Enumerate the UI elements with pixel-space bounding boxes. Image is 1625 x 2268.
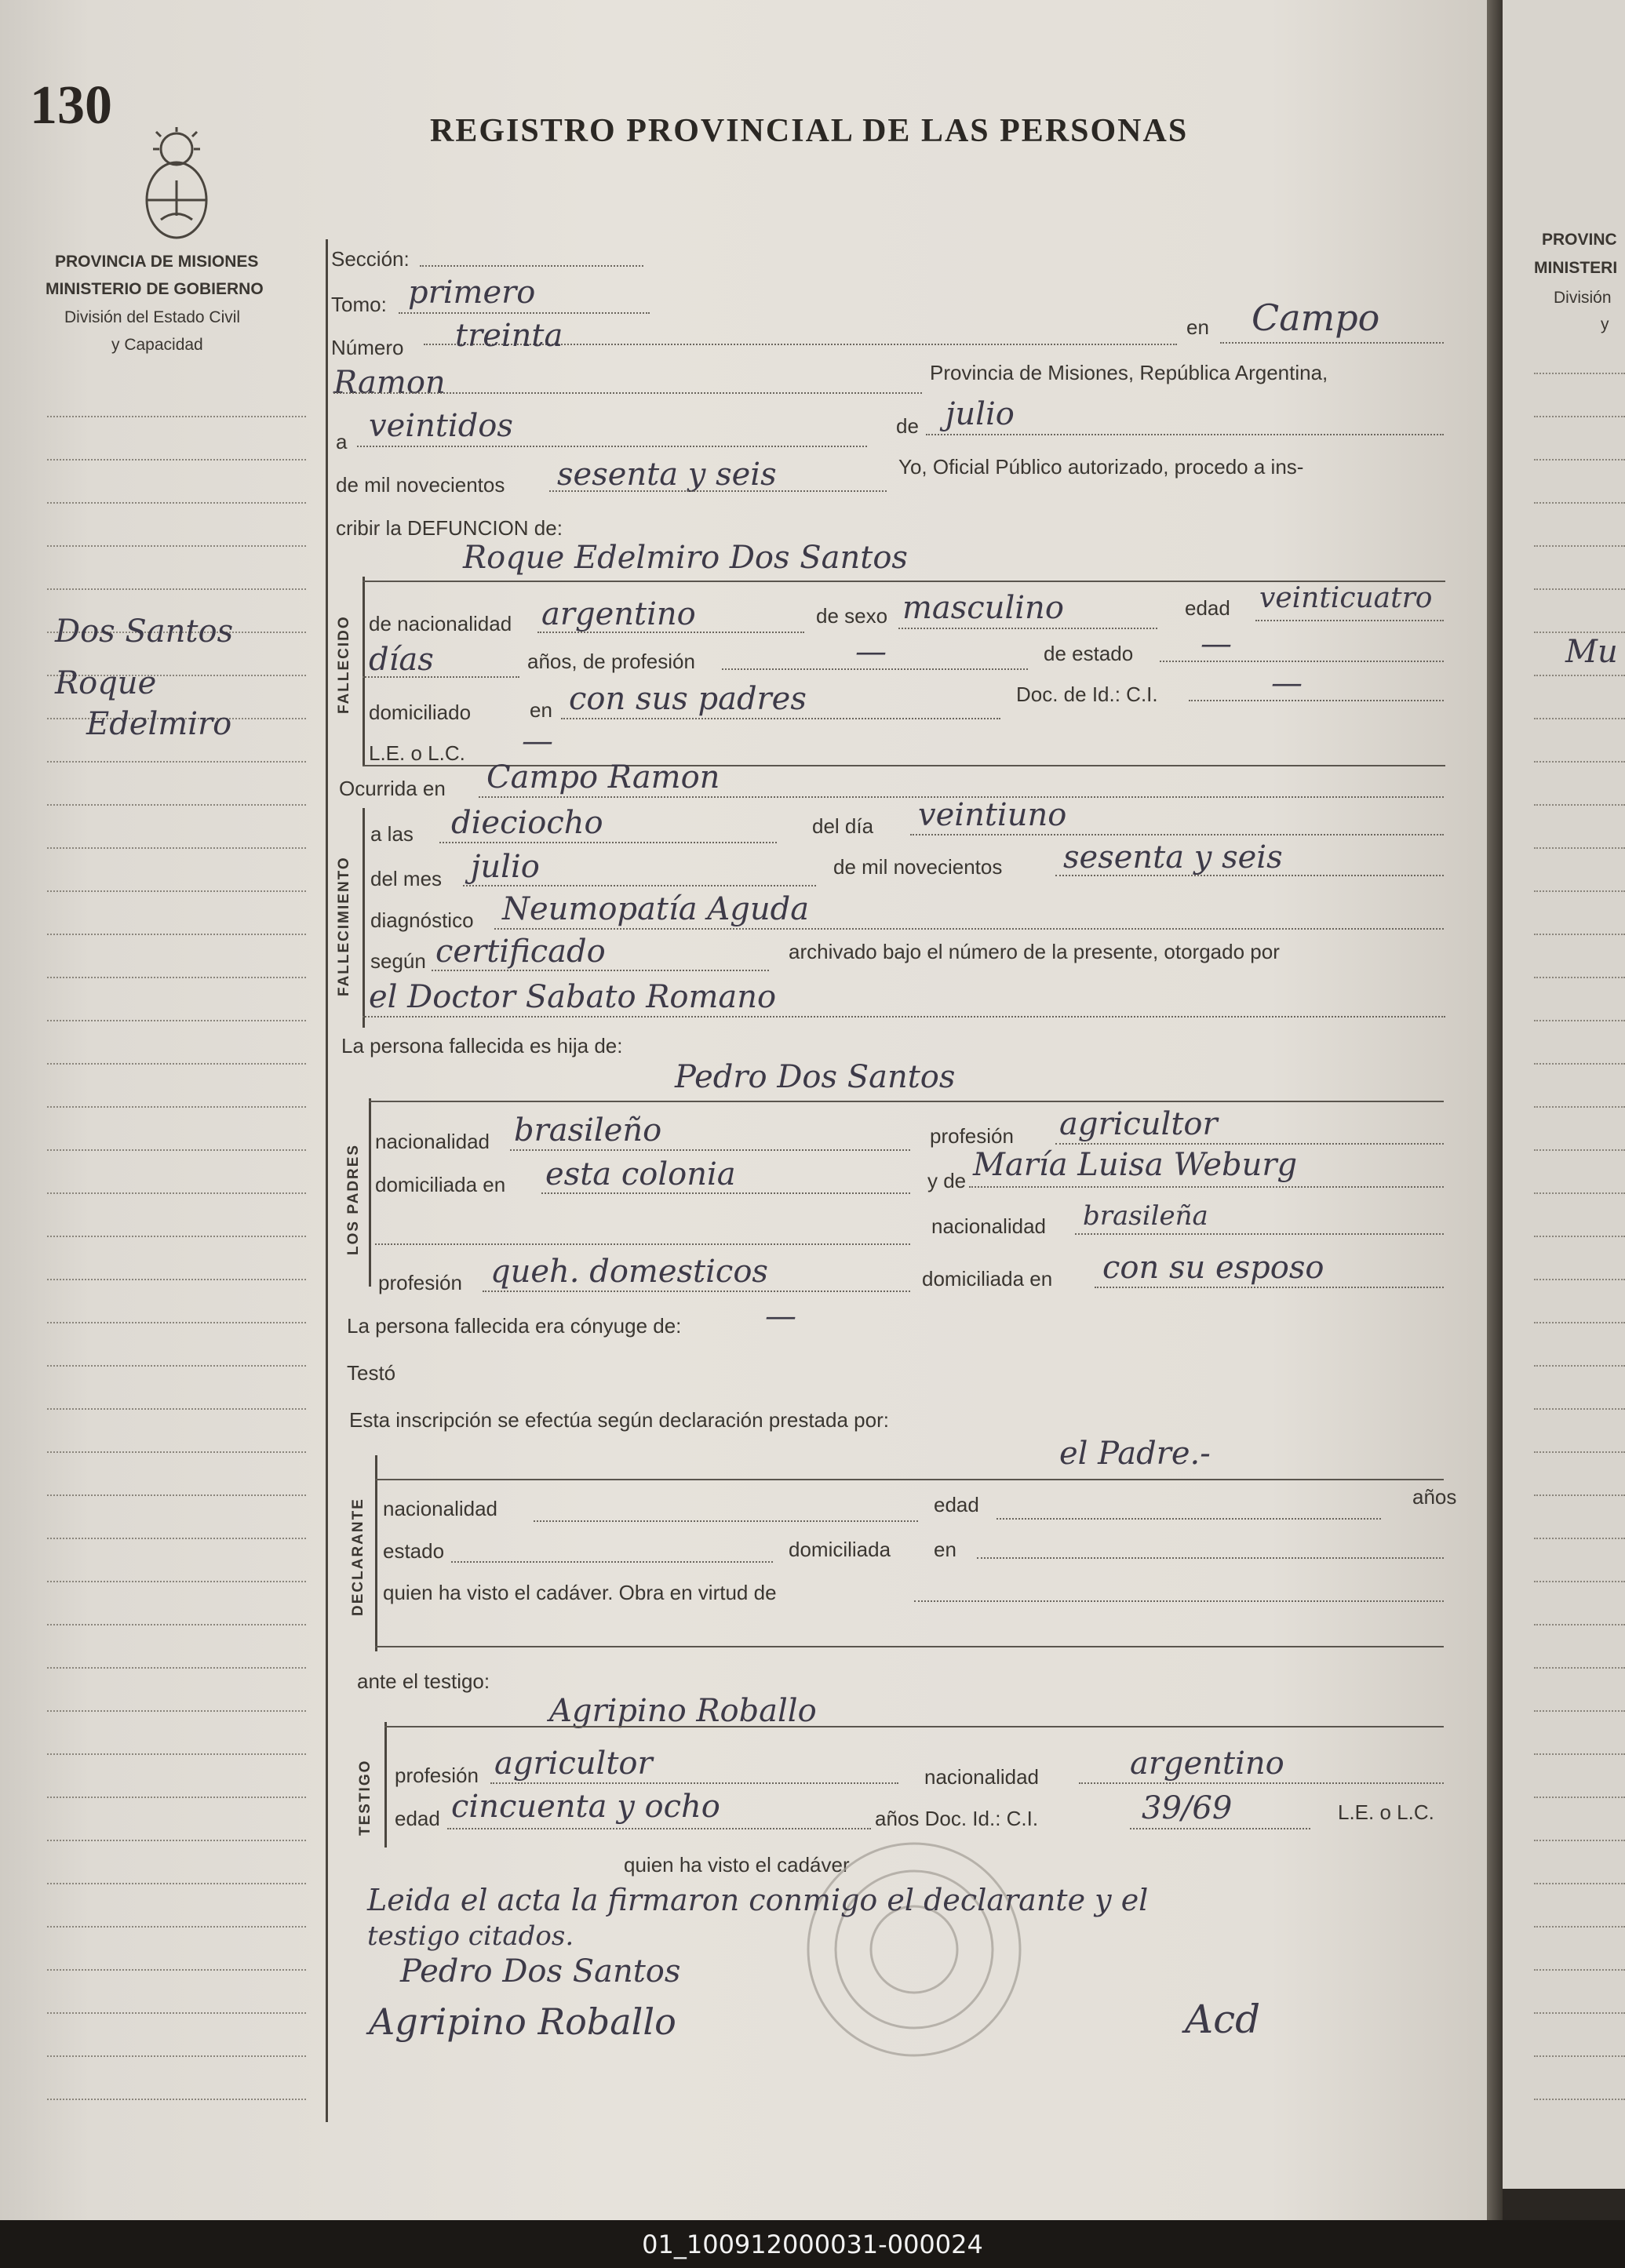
label-testigo-edad: edad — [395, 1807, 440, 1830]
closing-line-2: testigo citados. — [367, 1920, 574, 1952]
next-page-rule-line — [1534, 1969, 1625, 1971]
section-testigo: TESTIGO — [357, 1759, 373, 1836]
value-edad: veinticuatro — [1259, 582, 1433, 614]
margin-rule-line — [47, 2099, 306, 2100]
value-en: Campo — [1252, 297, 1380, 339]
label-anos-doc: años Doc. Id.: C.I. — [875, 1807, 1039, 1830]
label-quien-visto: quien ha visto el cadáver. Obra en virtud de — [383, 1581, 777, 1604]
label-ocurrida-en: Ocurrida en — [339, 777, 446, 800]
label-declaracion: Esta inscripción se efectúa según declaración prestada por: — [349, 1408, 889, 1432]
label-en-dom: en — [530, 698, 552, 722]
margin-firstname: Roque — [55, 665, 157, 701]
official-seal-stamp — [800, 1836, 1028, 2063]
margin-rule-line — [47, 1279, 306, 1280]
margin-rule-line — [47, 890, 306, 892]
next-page-rule-line — [1534, 847, 1625, 849]
next-header-4: y — [1601, 315, 1609, 333]
next-page-rule-line — [1534, 1451, 1625, 1453]
margin-rule-line — [47, 1365, 306, 1367]
margin-rule-line — [47, 2012, 306, 2014]
margin-rule-line — [47, 1624, 306, 1625]
label-provincia: Provincia de Misiones, República Argentina, — [930, 361, 1328, 384]
label-cribir: cribir la DEFUNCION de: — [336, 516, 563, 540]
label-conyuge: La persona fallecida era cónyuge de: — [347, 1314, 682, 1338]
label-segun: según — [370, 949, 426, 973]
value-anio: sesenta y seis — [1063, 839, 1283, 876]
label-decl-anos: años — [1412, 1485, 1457, 1509]
value-padre-profesion: agricultor — [1059, 1106, 1218, 1142]
label-de-nacionalidad: de nacionalidad — [369, 612, 512, 635]
column-divider — [326, 239, 328, 2122]
value-de-mil: sesenta y seis — [557, 457, 777, 493]
next-page-rule-line — [1534, 1236, 1625, 1237]
page-number: 130 — [30, 75, 112, 136]
section-declarante: DECLARANTE — [350, 1498, 366, 1616]
next-page-rule-line — [1534, 675, 1625, 676]
value-padre-domicilio: esta colonia — [545, 1156, 736, 1192]
label-diagnostico: diagnóstico — [370, 908, 474, 932]
next-page-rule-line — [1534, 804, 1625, 806]
next-page-rule-line — [1534, 934, 1625, 935]
label-archivado: archivado bajo el número de la presente, otorgado por — [789, 940, 1280, 963]
label-anos-profesion: años, de profesión — [527, 650, 695, 673]
label-numero: Número — [331, 336, 404, 359]
margin-rule-line — [47, 1494, 306, 1496]
margin-rule-line — [47, 1063, 306, 1065]
next-page-rule-line — [1534, 1581, 1625, 1582]
next-page-rule-line — [1534, 545, 1625, 547]
margin-rule-line — [47, 1710, 306, 1712]
label-a-las: a las — [370, 822, 414, 846]
margin-rule-line — [47, 1797, 306, 1798]
next-page-rule-line — [1534, 977, 1625, 978]
next-page-rule-line — [1534, 1408, 1625, 1410]
value-otorgado-por: el Doctor Sabato Romano — [369, 979, 777, 1015]
margin-rule-line — [47, 761, 306, 763]
margin-rule-line — [47, 934, 306, 935]
label-de-sexo: de sexo — [816, 604, 888, 628]
margin-rule-line — [47, 1926, 306, 1928]
section-los-padres: LOS PADRES — [345, 1143, 362, 1255]
label-a: a — [336, 430, 348, 453]
next-page-rule-line — [1534, 1883, 1625, 1884]
label-domiciliado: domiciliado — [369, 701, 472, 724]
next-header-2: MINISTERI — [1534, 259, 1618, 277]
label-tomo: Tomo: — [331, 293, 387, 316]
next-page-rule-line — [1534, 1753, 1625, 1755]
margin-rule-line — [47, 1753, 306, 1755]
margin-rule-line — [47, 1020, 306, 1021]
value-testigo-profesion: agricultor — [494, 1746, 653, 1782]
margin-rule-line — [47, 847, 306, 849]
value-conyuge: — — [765, 1298, 796, 1334]
next-page-rule-line — [1534, 1020, 1625, 1021]
value-testigo: Agripino Roballo — [549, 1693, 817, 1729]
next-page-rule-line — [1534, 1365, 1625, 1367]
next-page-rule-line — [1534, 1538, 1625, 1539]
margin-rule-line — [47, 1322, 306, 1323]
next-page-rule-line — [1534, 1926, 1625, 1928]
label-padre-nacionalidad: nacionalidad — [375, 1130, 490, 1153]
next-page-rule-line — [1534, 1322, 1625, 1323]
margin-rule-line — [47, 1106, 306, 1108]
value-doc-id: — — [1271, 665, 1303, 701]
margin-rule-line — [47, 1581, 306, 1582]
signature-father: Pedro Dos Santos — [400, 1953, 681, 1990]
coat-of-arms-seal — [129, 126, 224, 243]
label-en: en — [1186, 315, 1209, 339]
value-hora: dieciocho — [451, 805, 603, 841]
label-madre-domicilio: domiciliada en — [922, 1267, 1053, 1291]
value-diagnostico: Neumopatía Aguda — [502, 891, 810, 927]
label-le-lc: L.E. o L.C. — [369, 741, 465, 765]
margin-rule-line — [47, 459, 306, 461]
next-page-rule-line — [1534, 1063, 1625, 1065]
label-testigo-nacionalidad: nacionalidad — [924, 1765, 1040, 1789]
footer-bar — [0, 2220, 1625, 2268]
value-profesion: — — [855, 634, 887, 670]
margin-rule-line — [47, 545, 306, 547]
value-numero: treinta — [455, 318, 563, 354]
label-hija-de: La persona fallecida es hija de: — [341, 1034, 623, 1058]
margin-rule-line — [47, 1969, 306, 1971]
next-page-rule-line — [1534, 1710, 1625, 1712]
value-padre-nacionalidad: brasileño — [514, 1112, 662, 1149]
next-page-rule-line — [1534, 459, 1625, 461]
signature-official: Acd — [1185, 1997, 1261, 2042]
value-dia: veintiuno — [918, 797, 1067, 833]
value-sexo: masculino — [902, 590, 1064, 626]
margin-rule-line — [47, 2055, 306, 2057]
value-a-dia: veintidos — [369, 408, 513, 444]
next-margin-note: Mu — [1565, 634, 1618, 670]
margin-rule-line — [47, 1451, 306, 1453]
value-madre-nacionalidad: brasileña — [1083, 1200, 1208, 1232]
margin-rule-line — [47, 1236, 306, 1237]
next-page-rule-line — [1534, 632, 1625, 633]
next-page-rule-line — [1534, 890, 1625, 892]
next-page-rule-line — [1534, 2099, 1625, 2100]
value-nacionalidad: argentino — [541, 596, 696, 632]
label-decl-nacionalidad: nacionalidad — [383, 1497, 498, 1520]
value-le-lc: — — [522, 723, 553, 759]
label-le-lc2: L.E. o L.C. — [1338, 1800, 1434, 1824]
margin-rule-line — [47, 1667, 306, 1669]
next-page-rule-line — [1534, 502, 1625, 504]
next-page-rule-line — [1534, 761, 1625, 763]
next-page-rule-line — [1534, 1797, 1625, 1798]
section-fallecimiento: FALLECIMIENTO — [336, 856, 352, 996]
label-padre-profesion: profesión — [930, 1124, 1014, 1148]
next-page-rule-line — [1534, 2055, 1625, 2057]
value-ocurrida: Campo Ramon — [486, 759, 720, 795]
next-header-3: División — [1554, 289, 1612, 307]
value-testigo-nacionalidad: argentino — [1130, 1746, 1284, 1782]
next-page-rule-line — [1534, 1279, 1625, 1280]
header-province: PROVINCIA DE MISIONES — [55, 253, 259, 271]
next-page-rule-line — [1534, 1192, 1625, 1194]
label-testo: Testó — [347, 1361, 396, 1385]
margin-rule-line — [47, 1883, 306, 1884]
label-oficial: Yo, Oficial Público autorizado, procedo a ins- — [898, 455, 1304, 479]
margin-rule-line — [47, 804, 306, 806]
next-page-rule-line — [1534, 373, 1625, 374]
next-page-rule-line — [1534, 718, 1625, 719]
label-de: de — [896, 414, 919, 438]
value-dias: días — [369, 642, 434, 678]
label-madre-profesion: profesión — [378, 1271, 462, 1294]
signature-witness: Agripino Roballo — [369, 2000, 676, 2043]
label-de-mil: de mil novecientos — [336, 473, 505, 497]
label-del-dia: del día — [812, 814, 874, 838]
margin-rule-line — [47, 1192, 306, 1194]
next-page-rule-line — [1534, 1494, 1625, 1496]
label-edad: edad — [1185, 596, 1230, 620]
label-ante-testigo: ante el testigo: — [357, 1669, 490, 1693]
label-doc-id: Doc. de Id.: C.I. — [1016, 683, 1158, 706]
value-madre-profesion: queh. domesticos — [490, 1254, 768, 1290]
next-page-rule-line — [1534, 1840, 1625, 1841]
value-segun: certificado — [435, 934, 606, 970]
label-seccion: Sección: — [331, 247, 410, 271]
value-testigo-edad: cincuenta y ocho — [451, 1789, 720, 1825]
margin-rule-line — [47, 977, 306, 978]
margin-rule-line — [47, 1538, 306, 1539]
next-page-rule-line — [1534, 1667, 1625, 1669]
margin-rule-line — [47, 416, 306, 417]
value-domicilio: con sus padres — [569, 681, 807, 717]
value-de-mes: julio — [945, 396, 1015, 432]
footer-id: 01_100912000031-000024 — [642, 2230, 983, 2259]
next-page-rule-line — [1534, 1106, 1625, 1108]
next-page-rule-line — [1534, 2012, 1625, 2014]
value-estado: — — [1201, 626, 1232, 662]
label-decl-edad: edad — [934, 1493, 979, 1516]
value-testigo-ci: 39/69 — [1142, 1790, 1233, 1826]
label-padre-domicilio: domiciliada en — [375, 1173, 506, 1196]
label-del-mes: del mes — [370, 867, 443, 890]
next-page-rule-line — [1534, 1149, 1625, 1151]
header-ministry: MINISTERIO DE GOBIERNO — [46, 280, 264, 298]
header-division: División del Estado Civil — [64, 308, 241, 326]
next-page-rule-line — [1534, 1624, 1625, 1625]
page-title: REGISTRO PROVINCIAL DE LAS PERSONAS — [430, 113, 1189, 149]
value-padre: Pedro Dos Santos — [675, 1059, 956, 1095]
value-madre-domicilio: con su esposo — [1102, 1250, 1324, 1286]
header-capacity: y Capacidad — [111, 336, 203, 354]
label-de-estado: de estado — [1044, 642, 1134, 665]
label-decl-estado: estado — [383, 1539, 445, 1563]
next-page-rule-line — [1534, 416, 1625, 417]
label-y-de: y de — [927, 1169, 967, 1192]
value-madre: María Luisa Weburg — [973, 1147, 1298, 1183]
value-mes: julio — [471, 849, 540, 885]
value-nombre: Roque Edelmiro Dos Santos — [463, 540, 908, 576]
margin-rule-line — [47, 1840, 306, 1841]
label-testigo-profesion: profesión — [395, 1764, 479, 1787]
label-decl-en: en — [934, 1538, 956, 1561]
margin-middlename: Edelmiro — [86, 706, 232, 742]
next-page-rule-line — [1534, 588, 1625, 590]
margin-surname: Dos Santos — [55, 613, 234, 650]
margin-rule-line — [47, 588, 306, 590]
closing-line-1: Leida el acta la firmaron conmigo el declarante y el — [367, 1883, 1149, 1917]
next-header-1: PROVINC — [1542, 231, 1617, 249]
label-madre-nacionalidad: nacionalidad — [931, 1214, 1047, 1238]
value-lugar: Ramon — [333, 365, 446, 401]
label-quien-visto2: quien ha visto el cadáver — [624, 1853, 850, 1877]
label-decl-domiciliada: domiciliada — [789, 1538, 891, 1561]
value-declarante: el Padre.- — [1059, 1436, 1211, 1472]
label-de-mil2: de mil novecientos — [833, 855, 1003, 879]
margin-rule-line — [47, 502, 306, 504]
margin-rule-line — [47, 1408, 306, 1410]
book-gutter — [1487, 0, 1503, 2220]
margin-rule-line — [47, 1149, 306, 1151]
value-tomo: primero — [408, 275, 536, 311]
section-fallecido: FALLECIDO — [336, 615, 352, 714]
